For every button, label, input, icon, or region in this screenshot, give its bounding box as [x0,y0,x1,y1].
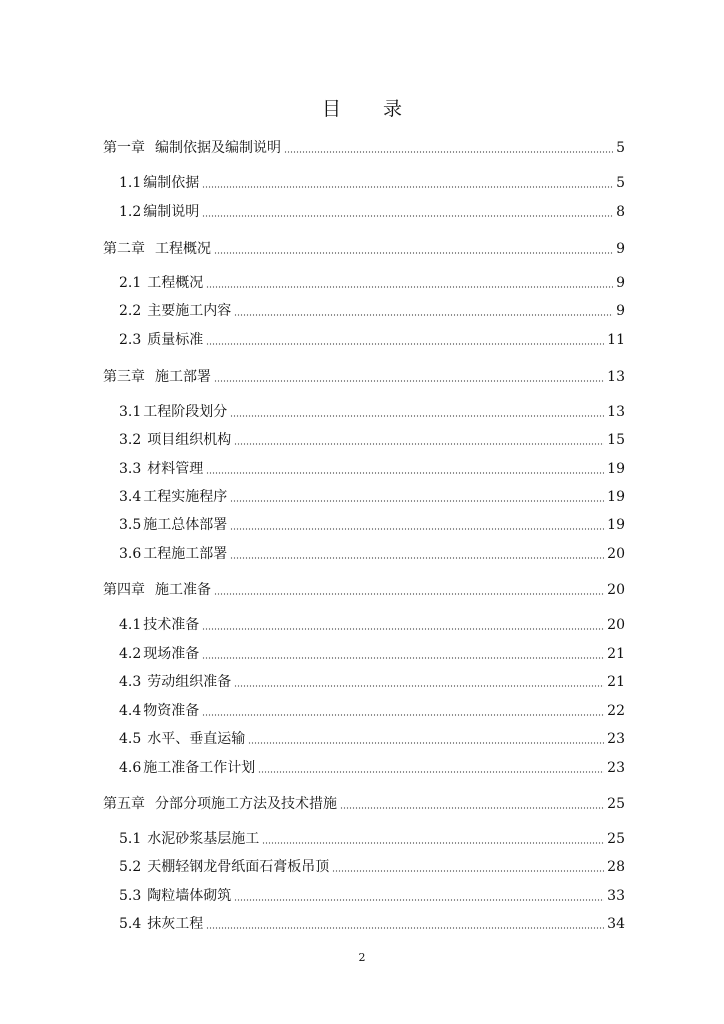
toc-entry[interactable] [103,139,625,157]
toc-number: 5.4 [119,916,142,932]
toc-page-number: 28 [607,859,625,875]
toc-title: 工程实施程序 [143,489,228,505]
dot-leader [214,380,604,382]
toc-page-number: 5 [616,140,625,156]
toc-entry[interactable] [119,174,625,192]
toc-entry[interactable] [119,516,625,534]
toc-entry[interactable] [119,488,625,506]
title-char-2: 录 [383,98,403,120]
toc-title: 编制说明 [143,204,200,220]
toc-entry[interactable] [119,203,625,221]
toc-page-number: 21 [607,646,625,662]
toc-title: 劳动组织准备 [147,674,232,690]
dot-leader [206,927,604,929]
toc-entry[interactable] [119,915,625,933]
toc-title: 分部分项施工方法及技术措施 [155,796,337,812]
toc-entry[interactable] [119,274,625,292]
toc-title: 物资准备 [143,703,200,719]
toc-number: 3.6 [119,546,142,562]
toc-title: 编制依据及编制说明 [155,140,281,156]
toc-page-number: 8 [616,204,625,220]
toc-page-number: 13 [607,404,625,420]
toc-page-number: 20 [607,617,625,633]
toc-page-number: 13 [607,369,625,385]
toc-title: 技术准备 [143,617,200,633]
dot-leader [206,343,604,345]
toc-entry[interactable] [119,302,625,320]
page-number: 2 [358,951,366,964]
dot-leader [332,870,604,872]
toc-number: 5.2 [119,859,142,875]
toc-entry[interactable] [119,887,625,905]
toc-page-number: 19 [607,461,625,477]
dot-leader [202,215,613,217]
toc-entry[interactable] [119,403,625,421]
toc-page-number: 9 [616,303,625,319]
toc-number: 3.3 [119,461,142,477]
toc-title: 施工准备 [155,582,211,598]
toc-page-number: 21 [607,674,625,690]
dot-leader [214,252,613,254]
toc-title: 现场准备 [143,646,200,662]
toc-entry[interactable] [119,645,625,663]
dot-leader [202,657,604,659]
toc-number: 2.1 [119,275,142,291]
dot-leader [234,899,604,901]
toc-page-number: 20 [607,546,625,562]
dot-leader [340,807,604,809]
dot-leader [202,186,613,188]
dot-leader [202,628,604,630]
dot-leader [214,593,604,595]
toc-title: 质量标准 [147,332,204,348]
dot-leader [284,151,613,153]
dot-leader [230,528,604,530]
toc-number: 4.5 [119,731,142,747]
toc-title: 编制依据 [143,175,200,191]
toc-number: 4.6 [119,760,142,776]
toc-number: 3.1 [119,404,142,420]
toc-entry[interactable] [119,545,625,563]
dot-leader [262,842,604,844]
toc-page-number: 9 [616,275,625,291]
toc-page-number: 22 [607,703,625,719]
toc-title: 工程概况 [147,275,204,291]
dot-leader [206,472,604,474]
toc-entry[interactable] [119,431,625,449]
toc-title: 天棚轻钢龙骨纸面石膏板吊顶 [147,859,330,875]
toc-entry[interactable] [119,759,625,777]
dot-leader [206,286,613,288]
toc-title: 施工部署 [155,369,211,385]
toc-number: 3.2 [119,432,142,448]
toc-page-number: 25 [607,796,625,812]
toc-title: 材料管理 [147,461,204,477]
toc-title: 项目组织机构 [147,432,232,448]
toc-title: 主要施工内容 [147,303,232,319]
dot-leader [234,443,604,445]
toc-number: 4.3 [119,674,142,690]
toc-title: 抹灰工程 [147,916,204,932]
toc-entry[interactable] [119,673,625,691]
dot-leader [230,500,604,502]
toc-number: 3.5 [119,517,142,533]
dot-leader [202,714,604,716]
toc-number: 2.3 [119,332,142,348]
toc-title: 水平、垂直运输 [147,731,246,747]
dot-leader [234,314,613,316]
toc-title: 工程阶段划分 [143,404,228,420]
toc-number: 5.1 [119,831,142,847]
toc-number: 4.4 [119,703,142,719]
toc-page-number: 19 [607,517,625,533]
toc-page-number: 19 [607,489,625,505]
toc-page-number: 5 [616,175,625,191]
toc-number: 1.1 [119,175,142,191]
title-char-1: 目 [321,98,341,120]
toc-entry[interactable] [119,830,625,848]
toc-number: 第三章 [103,369,145,385]
toc-page-number: 9 [616,241,625,257]
toc-entry[interactable] [119,702,625,720]
toc-page-number: 33 [607,888,625,904]
toc-entry[interactable] [103,240,625,258]
toc-number: 4.1 [119,617,142,633]
toc-page-number: 15 [607,432,625,448]
toc-page-number: 23 [607,731,625,747]
toc-title: 施工总体部署 [143,517,228,533]
toc-number: 第四章 [103,582,145,598]
toc-number: 2.2 [119,303,142,319]
toc-entry[interactable] [119,460,625,478]
dot-leader [230,415,604,417]
toc-page-number: 20 [607,582,625,598]
toc-entry[interactable] [119,331,625,349]
toc-entry[interactable] [103,581,625,599]
dot-leader [230,557,604,559]
dot-leader [248,742,604,744]
toc-number: 第二章 [103,241,145,257]
toc-number: 第五章 [103,796,145,812]
toc-page-number: 23 [607,760,625,776]
toc-number: 1.2 [119,204,142,220]
dot-leader [234,685,604,687]
toc-entry[interactable] [119,858,625,876]
toc-number: 4.2 [119,646,142,662]
toc-page-number: 11 [607,332,625,348]
toc-title: 施工准备工作计划 [143,760,256,776]
toc-title: 工程概况 [155,241,211,257]
toc-entry[interactable] [103,795,625,813]
toc-title: 水泥砂浆基层施工 [147,831,260,847]
toc-entry[interactable] [119,730,625,748]
toc-number: 第一章 [103,140,145,156]
toc-entry[interactable] [103,368,625,386]
toc-number: 5.3 [119,888,142,904]
toc-page-number: 34 [607,916,625,932]
toc-entry[interactable] [119,616,625,634]
dot-leader [258,771,604,773]
toc-title: 工程施工部署 [143,546,228,562]
toc-title: 陶粒墙体砌筑 [147,888,232,904]
toc-number: 3.4 [119,489,142,505]
toc-page-number: 25 [607,831,625,847]
